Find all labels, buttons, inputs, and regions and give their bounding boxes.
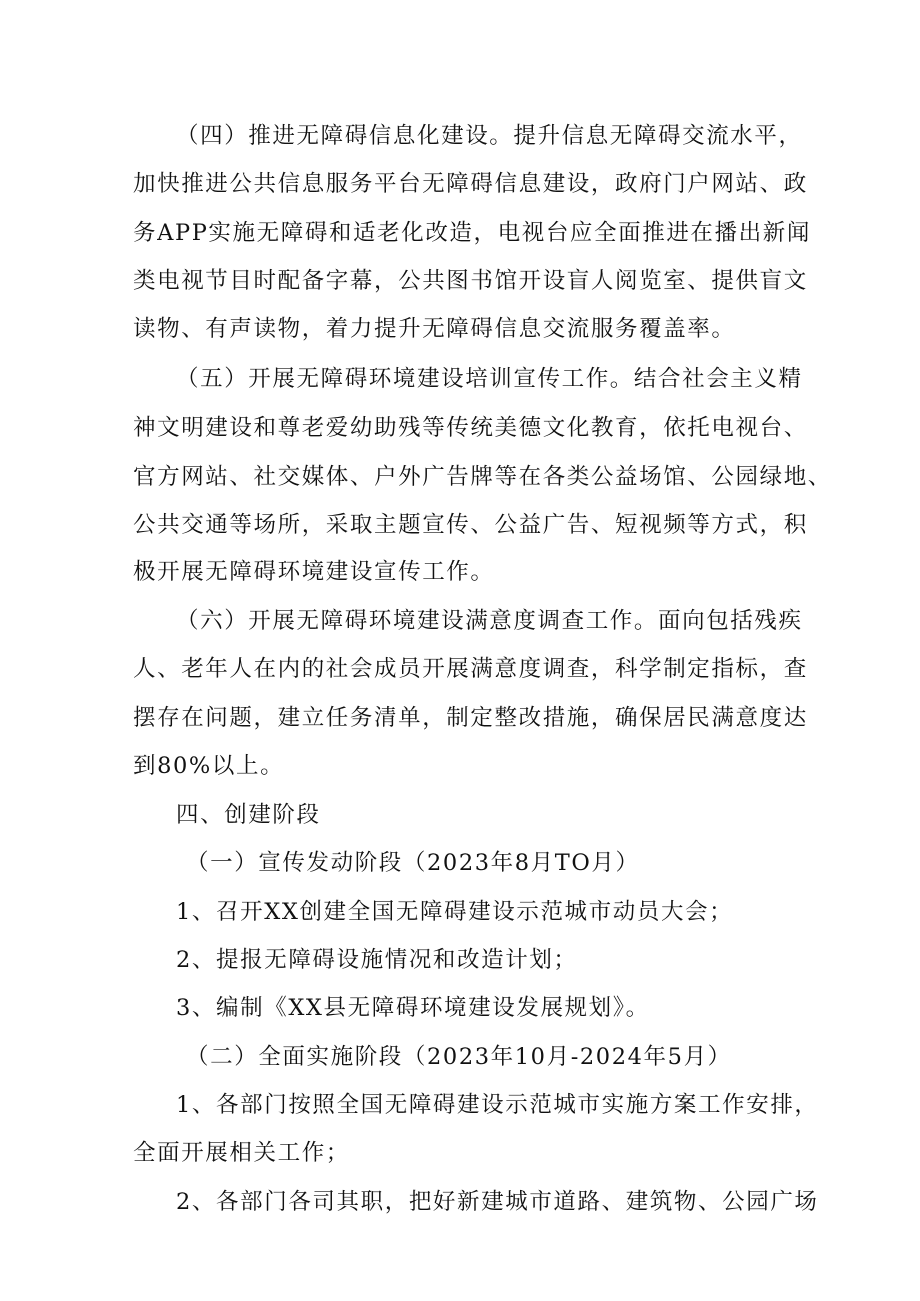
paragraph-4-line-3: 务APP实施无障碍和适老化改造，电视台应全面推进在播出新闻 [133,220,811,246]
paragraph-5-line-3: 官方网站、社交媒体、户外广告牌等在各类公益场馆、公园绿地、 [133,464,832,490]
paragraph-6-line-3: 摆存在问题，建立任务清单，制定整改措施，确保居民满意度达 [133,705,808,731]
stage-2-item-1-line-1: 1、各部门按照全国无障碍建设示范城市实施方案工作安排， [176,1092,819,1118]
paragraph-5-line-4: 公共交通等场所，采取主题宣传、公益广告、短视频等方式，积 [133,512,808,538]
paragraph-4-line-4: 类电视节目时配备字幕，公共图书馆开设盲人阅览室、提供盲文 [133,268,808,294]
paragraph-4-line-1: （四）推进无障碍信息化建设。提升信息无障碍交流水平， [176,123,803,149]
stage-2-item-1-line-2: 全面开展相关工作； [133,1140,350,1166]
stage-1-item-3: 3、编制《XX县无障碍环境建设发展规划》。 [176,995,650,1021]
stage-1-heading: （一）宣传发动阶段（2023年8月TO月） [186,850,640,876]
stage-2-heading: （二）全面实施阶段（2023年10月-2024年5月） [186,1044,732,1070]
paragraph-4-line-2: 加快推进公共信息服务平台无障碍信息建设，政府门户网站、政 [133,171,808,197]
paragraph-5-line-1: （五）开展无障碍环境建设培训宣传工作。结合社会主义精 [176,366,803,392]
paragraph-5-line-5: 极开展无障碍环境建设宣传工作。 [133,559,495,585]
paragraph-6-line-1: （六）开展无障碍环境建设满意度调查工作。面向包括残疾 [176,608,803,634]
stage-1-item-1: 1、召开XX创建全国无障碍建设示范城市动员大会； [176,899,734,925]
section-heading: 四、创建阶段 [176,802,321,828]
paragraph-6-line-2: 人、老年人在内的社会成员开展满意度调查，科学制定指标，查 [133,656,808,682]
stage-1-item-2: 2、提报无障碍设施情况和改造计划； [176,947,578,973]
paragraph-6-line-4: 到80%以上。 [133,753,285,779]
paragraph-5-line-2: 神文明建设和尊老爱幼助残等传统美德文化教育，依托电视台、 [133,415,808,441]
stage-2-item-2-line-1: 2、各部门各司其职，把好新建城市道路、建筑物、公园广场 [176,1189,819,1215]
paragraph-4-line-5: 读物、有声读物，着力提升无障碍信息交流服务覆盖率。 [133,316,736,342]
